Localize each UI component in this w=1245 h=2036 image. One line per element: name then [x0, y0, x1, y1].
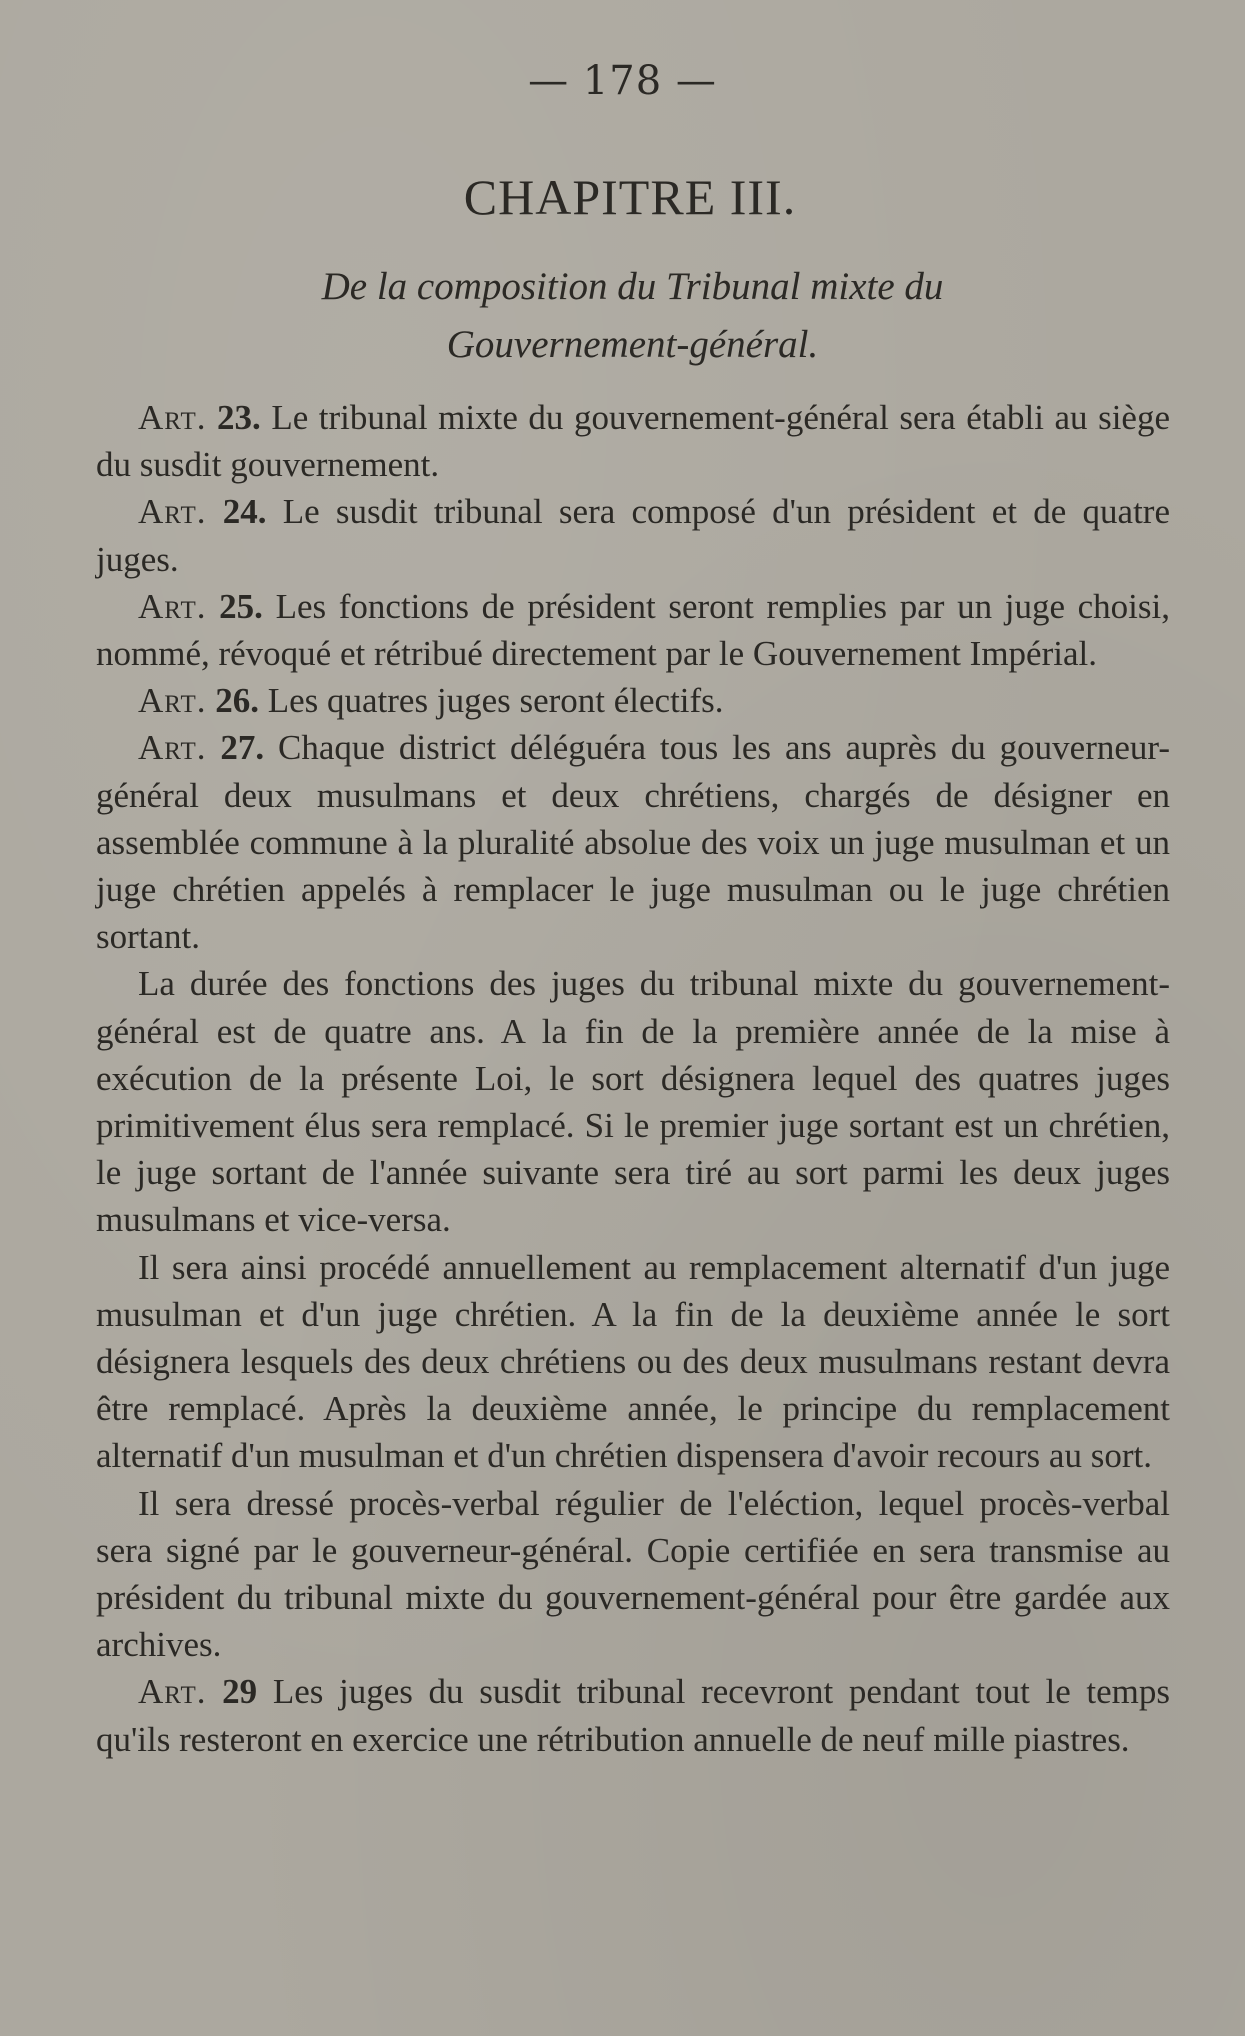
- chapter-title: CHAPITRE III.: [463, 169, 797, 225]
- paragraph-text: Les quatres juges seront électifs.: [258, 681, 724, 721]
- article-label: Art.: [138, 728, 207, 768]
- article-label: Art.: [138, 586, 207, 626]
- paragraph-text: Les juges du susdit tribunal recevront pendant tout le temps qu'ils resteront en exercice une rétribution annuelle de neuf mille piastres.: [96, 1672, 1170, 1759]
- article-number: 25.: [219, 586, 263, 626]
- article-label: Art.: [138, 681, 207, 721]
- paragraph-text: Il sera ainsi procédé annuellement au remplacement alternatif d'un juge musulman et d'un juge chrétien. A la fin de la deuxième année le sort désignera lesquels des deux chrétiens ou des deux musulmans restant devra être remplacé. Après la deuxième année, le principe du remplacement alternatif d'un musulman et d'un chrétien dispensera d'avoir recours au sort.: [96, 1247, 1170, 1476]
- article-number: 29: [222, 1672, 258, 1712]
- page-number: — 178 —: [528, 58, 717, 104]
- paragraph-duration: [96, 960, 1170, 1243]
- paragraph-text: La durée des fonctions des juges du tribunal mixte du gouvernement-général est de quatre ans. A la fin de la première année de la mise à exécution de la présente Loi, le sort désignera lequel des quatres juges primitivement élus sera remplacé. Si le premier juge sortant est un chrétien, le juge sortant de l'année suivante sera tiré au sort parmi les deux juges musulmans et vice-versa.: [96, 964, 1170, 1240]
- paragraph-text: Le tribunal mixte du gouvernement-général sera établi au siège du susdit gouvernement.: [96, 398, 1170, 485]
- paragraph-text: Le susdit tribunal sera composé d'un président et de quatre juges.: [96, 492, 1170, 579]
- paragraph-alternation: [96, 1244, 1170, 1480]
- paragraph-art-27: [96, 724, 1170, 960]
- article-number: 23.: [217, 398, 261, 437]
- paragraph-art-24: [96, 488, 1170, 582]
- article-number: 26.: [215, 681, 259, 721]
- paragraph-art-29: [96, 1668, 1170, 1762]
- chapter-subtitle-line: Gouvernement-général.: [446, 323, 819, 366]
- paragraph-proces-verbal: [96, 1480, 1170, 1669]
- paragraph-text: Chaque district déléguéra tous les ans auprès du gouverneur-général deux musulmans et deux chrétiens, chargés de désigner en assemblée commune à la pluralité absolue des voix un juge musulman et un juge chrétien appelés à remplacer le juge musulman ou le juge chrétien sortant.: [96, 728, 1170, 957]
- chapter-subtitle: [0, 258, 1245, 374]
- article-label: Art.: [138, 1672, 207, 1712]
- paragraph-text: Les fonctions de président seront remplies par un juge choisi, nommé, révoqué et rétribué directement par le Gouvernement Impérial.: [96, 586, 1171, 674]
- paragraph-art-25: [96, 583, 1170, 677]
- article-label: Art.: [138, 492, 207, 532]
- chapter-subtitle-line: De la composition du Tribunal mixte du: [321, 265, 944, 308]
- paragraph-art-23: [96, 394, 1170, 488]
- paragraph-art-26: [96, 677, 1170, 724]
- paragraph-text: Il sera dressé procès-verbal régulier de l'eléction, lequel procès-verbal sera signé par le gouverneur-général. Copie certifiée en sera transmise au président du tribunal mixte du gouvernement-général pour être gardée aux archives.: [96, 1483, 1170, 1665]
- article-label: Art.: [138, 398, 207, 437]
- article-number: 27.: [220, 728, 265, 768]
- body-text: [96, 394, 1170, 1763]
- article-number: 24.: [222, 492, 267, 532]
